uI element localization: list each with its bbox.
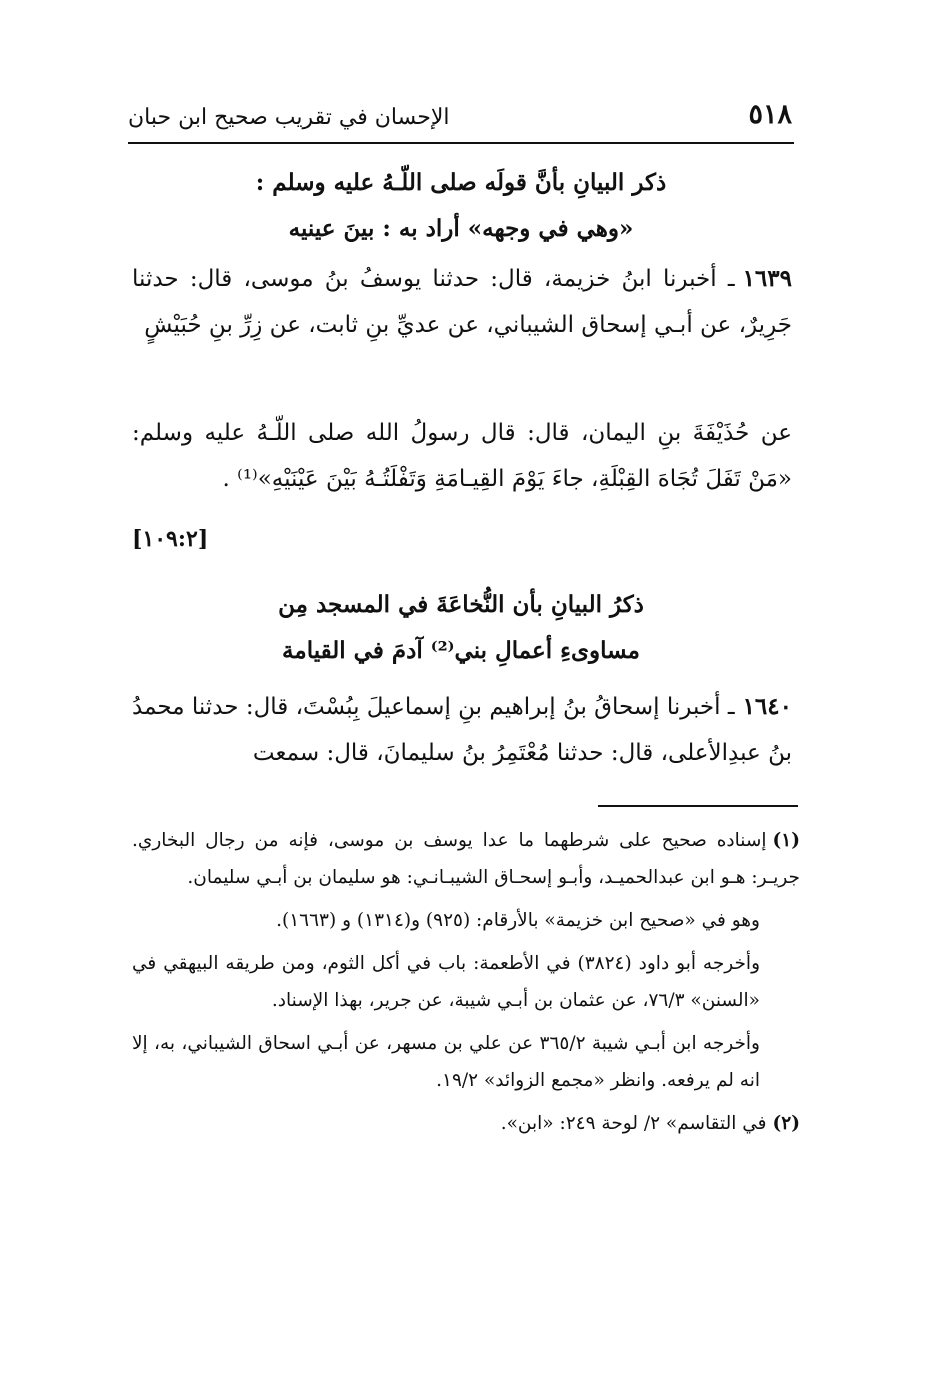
source-reference: [١٠٩:٢] [132,526,209,552]
footnote-1-paragraph-3: وأخرجه أبو داود (٣٨٢٤) في الأطعمة: باب في أكل الثوم، ومن طريقه البيهقي في «السنن» ٧٦/٣، عن عثمان بن أبـي شيبة، عن جرير، بهذا الإسناد. [132,953,761,1011]
header-rule [128,142,794,144]
hadith-1639-matn [132,410,792,502]
heading-1-line-2: «وهي في وجهه» أراد به : بينَ عينيه [288,215,634,242]
footnote-1-text: إسناده صحيح على شرطهما ما عدا يوسف بن موسى، فإنه من رجال البخاري. جريـر: هـو ابن عبدالحميـد، وأبـو إسحـاق الشيبـانـي: هو سليمان بن أبـي سليمان. [132,830,800,888]
heading-2-line-2: مساوىءِ أعمالِ بني⁽²⁾ آدمَ في القيامة [282,637,640,664]
hadith-matn-text: عن حُذَيْفَةَ بنِ اليمان، قال: قال رسولُ الله صلى اللّـهُ عليه وسلم: «مَنْ تَفَلَ تُجَاهَ القِبْلَةِ، جاءَ يَوْمَ القِيـامَةِ وَتَفْلَتُـهُ بَيْنَ عَيْنَيْهِ»⁽¹⁾ . [132,420,792,492]
running-title: الإحسان في تقريب صحيح ابن حبان [128,105,450,130]
hadith-number: ١٦٤٠ [742,693,792,720]
footnote-1 [132,822,800,896]
footnote-2 [132,1105,800,1142]
footnote-1-mark: (١) [772,830,800,851]
hadith-1640-text: ـ أخبرنا إسحاقُ بنُ إبراهيم بنِ إسماعيلَ بِبُسْتَ، قال: حدثنا محمدُ بنُ عبدِالأعلى، قال: حدثنا مُعْتَمِرُ بنُ سليمانَ، قال: سمعت [132,694,792,766]
page-number: ٥١٨ [748,99,792,130]
hadith-1640 [132,684,792,776]
hadith-isnad-text: ـ أخبرنا ابنُ خزيمة، قال: حدثنا يوسفُ بنُ موسى، قال: حدثنا جَرِيرٌ، عن أبـي إسحاق الشيباني، عن عديِّ بنِ ثابت، عن زِرِّ بنِ حُبَيْشٍ [132,266,792,338]
heading-1-line-1: ذكر البيانِ بأنَّ قولَه صلى اللّـهُ عليه وسلم : [255,169,667,196]
chapter-heading-1 [128,160,794,252]
footnotes [132,822,800,1148]
heading-2-line-1: ذكرُ البيانِ بأن النُّخاعَةَ في المسجد مِن [278,591,644,618]
footnote-2-text: في التقاسم» ٢/ لوحة ٢٤٩: «ابن». [500,1113,767,1134]
chapter-heading-2 [128,582,794,674]
footnote-separator [598,805,798,807]
hadith-number: ١٦٣٩ [742,265,792,292]
footnote-2-mark: (٢) [772,1113,800,1134]
footnote-1-paragraph-2: وهو في «صحيح ابن خزيمة» بالأرقام: (٩٢٥) و(١٣١٤) و (١٦٦٣). [276,910,760,931]
hadith-1639-isnad [132,256,792,348]
footnote-1-paragraph-4: وأخرجه ابن أبـي شيبة ٣٦٥/٢ عن علي بن مسهر، عن أبـي اسحاق الشيباني، به، إلا انه لم يرفعه. وانظر «مجمع الزوائد» ١٩/٢. [132,1033,760,1091]
page-header [128,86,792,130]
